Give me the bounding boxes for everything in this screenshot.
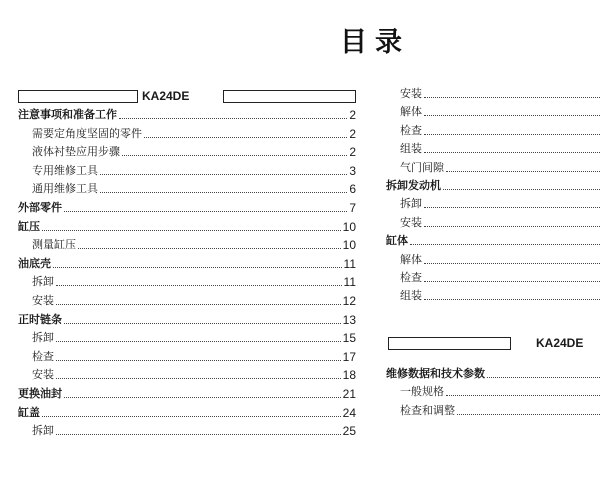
dot-leader (446, 171, 600, 172)
toc-entry[interactable] (18, 366, 356, 382)
toc-entry-page: 10 (342, 219, 356, 234)
toc-entry-label: 注意事项和准备工作 (18, 108, 117, 121)
dot-leader (144, 137, 347, 138)
toc-entry-label: 组装 (400, 289, 422, 303)
dot-leader (56, 304, 341, 305)
toc-entry-label: 检查 (32, 349, 54, 363)
dot-leader (64, 211, 347, 212)
dot-leader (424, 299, 600, 300)
toc-entry[interactable] (386, 287, 602, 303)
dot-leader (410, 244, 600, 245)
header-box-left (18, 90, 138, 103)
toc-entry[interactable] (18, 292, 356, 308)
dot-leader (424, 97, 600, 98)
dot-leader (64, 397, 341, 398)
dot-leader (446, 395, 600, 396)
toc-entry[interactable] (386, 85, 602, 101)
dot-leader (424, 134, 600, 135)
toc-entry-page: 10 (342, 238, 356, 253)
toc-entry-label: 维修数据和技术参数 (386, 367, 485, 380)
toc-entry-page: 2 (349, 126, 356, 141)
toc-entry-label: 拆卸 (32, 331, 54, 345)
toc-entry-label: 检查 (400, 123, 422, 137)
dot-leader (424, 115, 600, 116)
toc-entry-label: 专用维修工具 (32, 163, 98, 177)
dot-leader (56, 341, 341, 342)
section-header-left (18, 89, 356, 103)
dot-leader (56, 378, 341, 379)
toc-entry-label: 组装 (400, 142, 422, 156)
toc-entry-label: 检查 (400, 271, 422, 284)
toc-entry-page: 7 (349, 201, 356, 215)
toc-entry[interactable] (18, 180, 356, 196)
header-box-right-col (388, 337, 511, 350)
toc-entry[interactable] (386, 122, 602, 138)
dot-leader (56, 360, 341, 361)
toc-entry-page: 25 (342, 424, 356, 439)
dot-leader (100, 192, 347, 193)
toc-entry[interactable] (18, 106, 356, 122)
toc-entry[interactable] (18, 218, 356, 234)
toc-entry-page: 11 (343, 256, 356, 271)
toc-entry-page: 18 (342, 368, 356, 383)
toc-entry[interactable] (386, 195, 602, 211)
toc-entry-label: 安装 (32, 294, 54, 307)
toc-entry-label: 需要定角度坚固的零件 (32, 126, 142, 140)
toc-entry-label: 拆卸 (400, 197, 422, 211)
toc-entry-page: 2 (349, 145, 356, 160)
toc-entry-label: 安装 (400, 87, 422, 100)
toc-entry[interactable] (386, 383, 602, 399)
dot-leader (56, 434, 341, 435)
toc-entry[interactable] (18, 385, 356, 401)
dot-leader (424, 226, 600, 227)
toc-entry[interactable] (18, 311, 356, 327)
toc-entry-page: 17 (342, 349, 356, 364)
toc-entry-page: 6 (349, 182, 356, 197)
toc-entry[interactable] (18, 404, 356, 420)
toc-entry-label: 缸盖 (18, 405, 40, 419)
toc-entry[interactable] (386, 365, 602, 381)
toc-entry[interactable] (386, 103, 602, 119)
toc-entry-label: 一般规格 (400, 385, 444, 399)
toc-entry[interactable] (18, 273, 356, 289)
dot-leader (100, 174, 347, 175)
dot-leader (457, 414, 600, 415)
toc-entry[interactable] (18, 162, 356, 178)
toc-entry[interactable] (18, 422, 356, 438)
toc-entry-page: 13 (342, 312, 356, 327)
toc-entry[interactable] (386, 159, 602, 175)
toc-entry-page: 2 (349, 108, 356, 122)
section-header-label-right: KA24DE (536, 336, 584, 350)
toc-entry[interactable] (18, 329, 356, 345)
toc-entry-page: 15 (342, 331, 356, 346)
toc-entry-label: 安装 (32, 368, 54, 382)
toc-entry-label: 安装 (400, 215, 422, 229)
toc-entry[interactable] (18, 143, 356, 159)
toc-entry-label: 液体衬垫应用步骤 (32, 145, 120, 159)
dot-leader (53, 267, 342, 268)
section-header-right (386, 336, 602, 350)
toc-entry-page: 12 (342, 294, 356, 308)
toc-entry-label: 拆卸 (32, 275, 54, 289)
toc-entry[interactable] (18, 348, 356, 364)
dot-leader (64, 323, 341, 324)
toc-entry-label: 油底壳 (18, 256, 51, 270)
toc-entry-label: 缸体 (386, 234, 408, 248)
toc-entry-page: 11 (343, 275, 356, 290)
section-header-label: KA24DE (142, 89, 190, 103)
toc-entry[interactable] (386, 232, 602, 248)
header-box-right (223, 90, 356, 103)
toc-entry-label: 拆卸 (32, 424, 54, 438)
toc-entry-label: 拆卸发动机 (386, 179, 441, 192)
toc-entry[interactable] (386, 402, 602, 418)
dot-leader (424, 207, 600, 208)
toc-entry[interactable] (18, 255, 356, 271)
dot-leader (56, 285, 342, 286)
dot-leader (424, 263, 600, 264)
toc-entry[interactable] (18, 199, 356, 215)
dot-leader (424, 281, 600, 282)
toc-entry-label: 通用维修工具 (32, 182, 98, 196)
dot-leader (78, 248, 341, 249)
dot-leader (122, 155, 347, 156)
toc-entry[interactable] (18, 125, 356, 141)
toc-entry-label: 测量缸压 (32, 238, 76, 252)
toc-entry-label: 外部零件 (18, 201, 62, 214)
toc-entry-label: 解体 (400, 105, 422, 119)
toc-entry-page: 21 (342, 387, 356, 401)
dot-leader (443, 189, 600, 190)
page-title: 目录 (340, 27, 410, 58)
toc-entry[interactable] (386, 177, 602, 193)
toc-entry[interactable] (386, 214, 602, 230)
dot-leader (42, 416, 341, 417)
dot-leader (424, 152, 600, 153)
toc-entry[interactable] (386, 269, 602, 285)
toc-entry-label: 检查和调整 (400, 403, 455, 417)
toc-entry-label: 更换油封 (18, 387, 62, 400)
toc-entry-page: 3 (349, 163, 356, 178)
toc-entry-label: 解体 (400, 252, 422, 266)
toc-entry-label: 气门间隙 (400, 160, 444, 174)
toc-entry[interactable] (386, 251, 602, 267)
toc-entry-label: 缸压 (18, 219, 40, 233)
toc-entry-page: 24 (342, 405, 356, 420)
toc-entry[interactable] (386, 140, 602, 156)
dot-leader (487, 377, 600, 378)
toc-entry[interactable] (18, 236, 356, 252)
toc-entry-label: 正时链条 (18, 312, 62, 326)
dot-leader (119, 118, 347, 119)
dot-leader (42, 230, 341, 231)
